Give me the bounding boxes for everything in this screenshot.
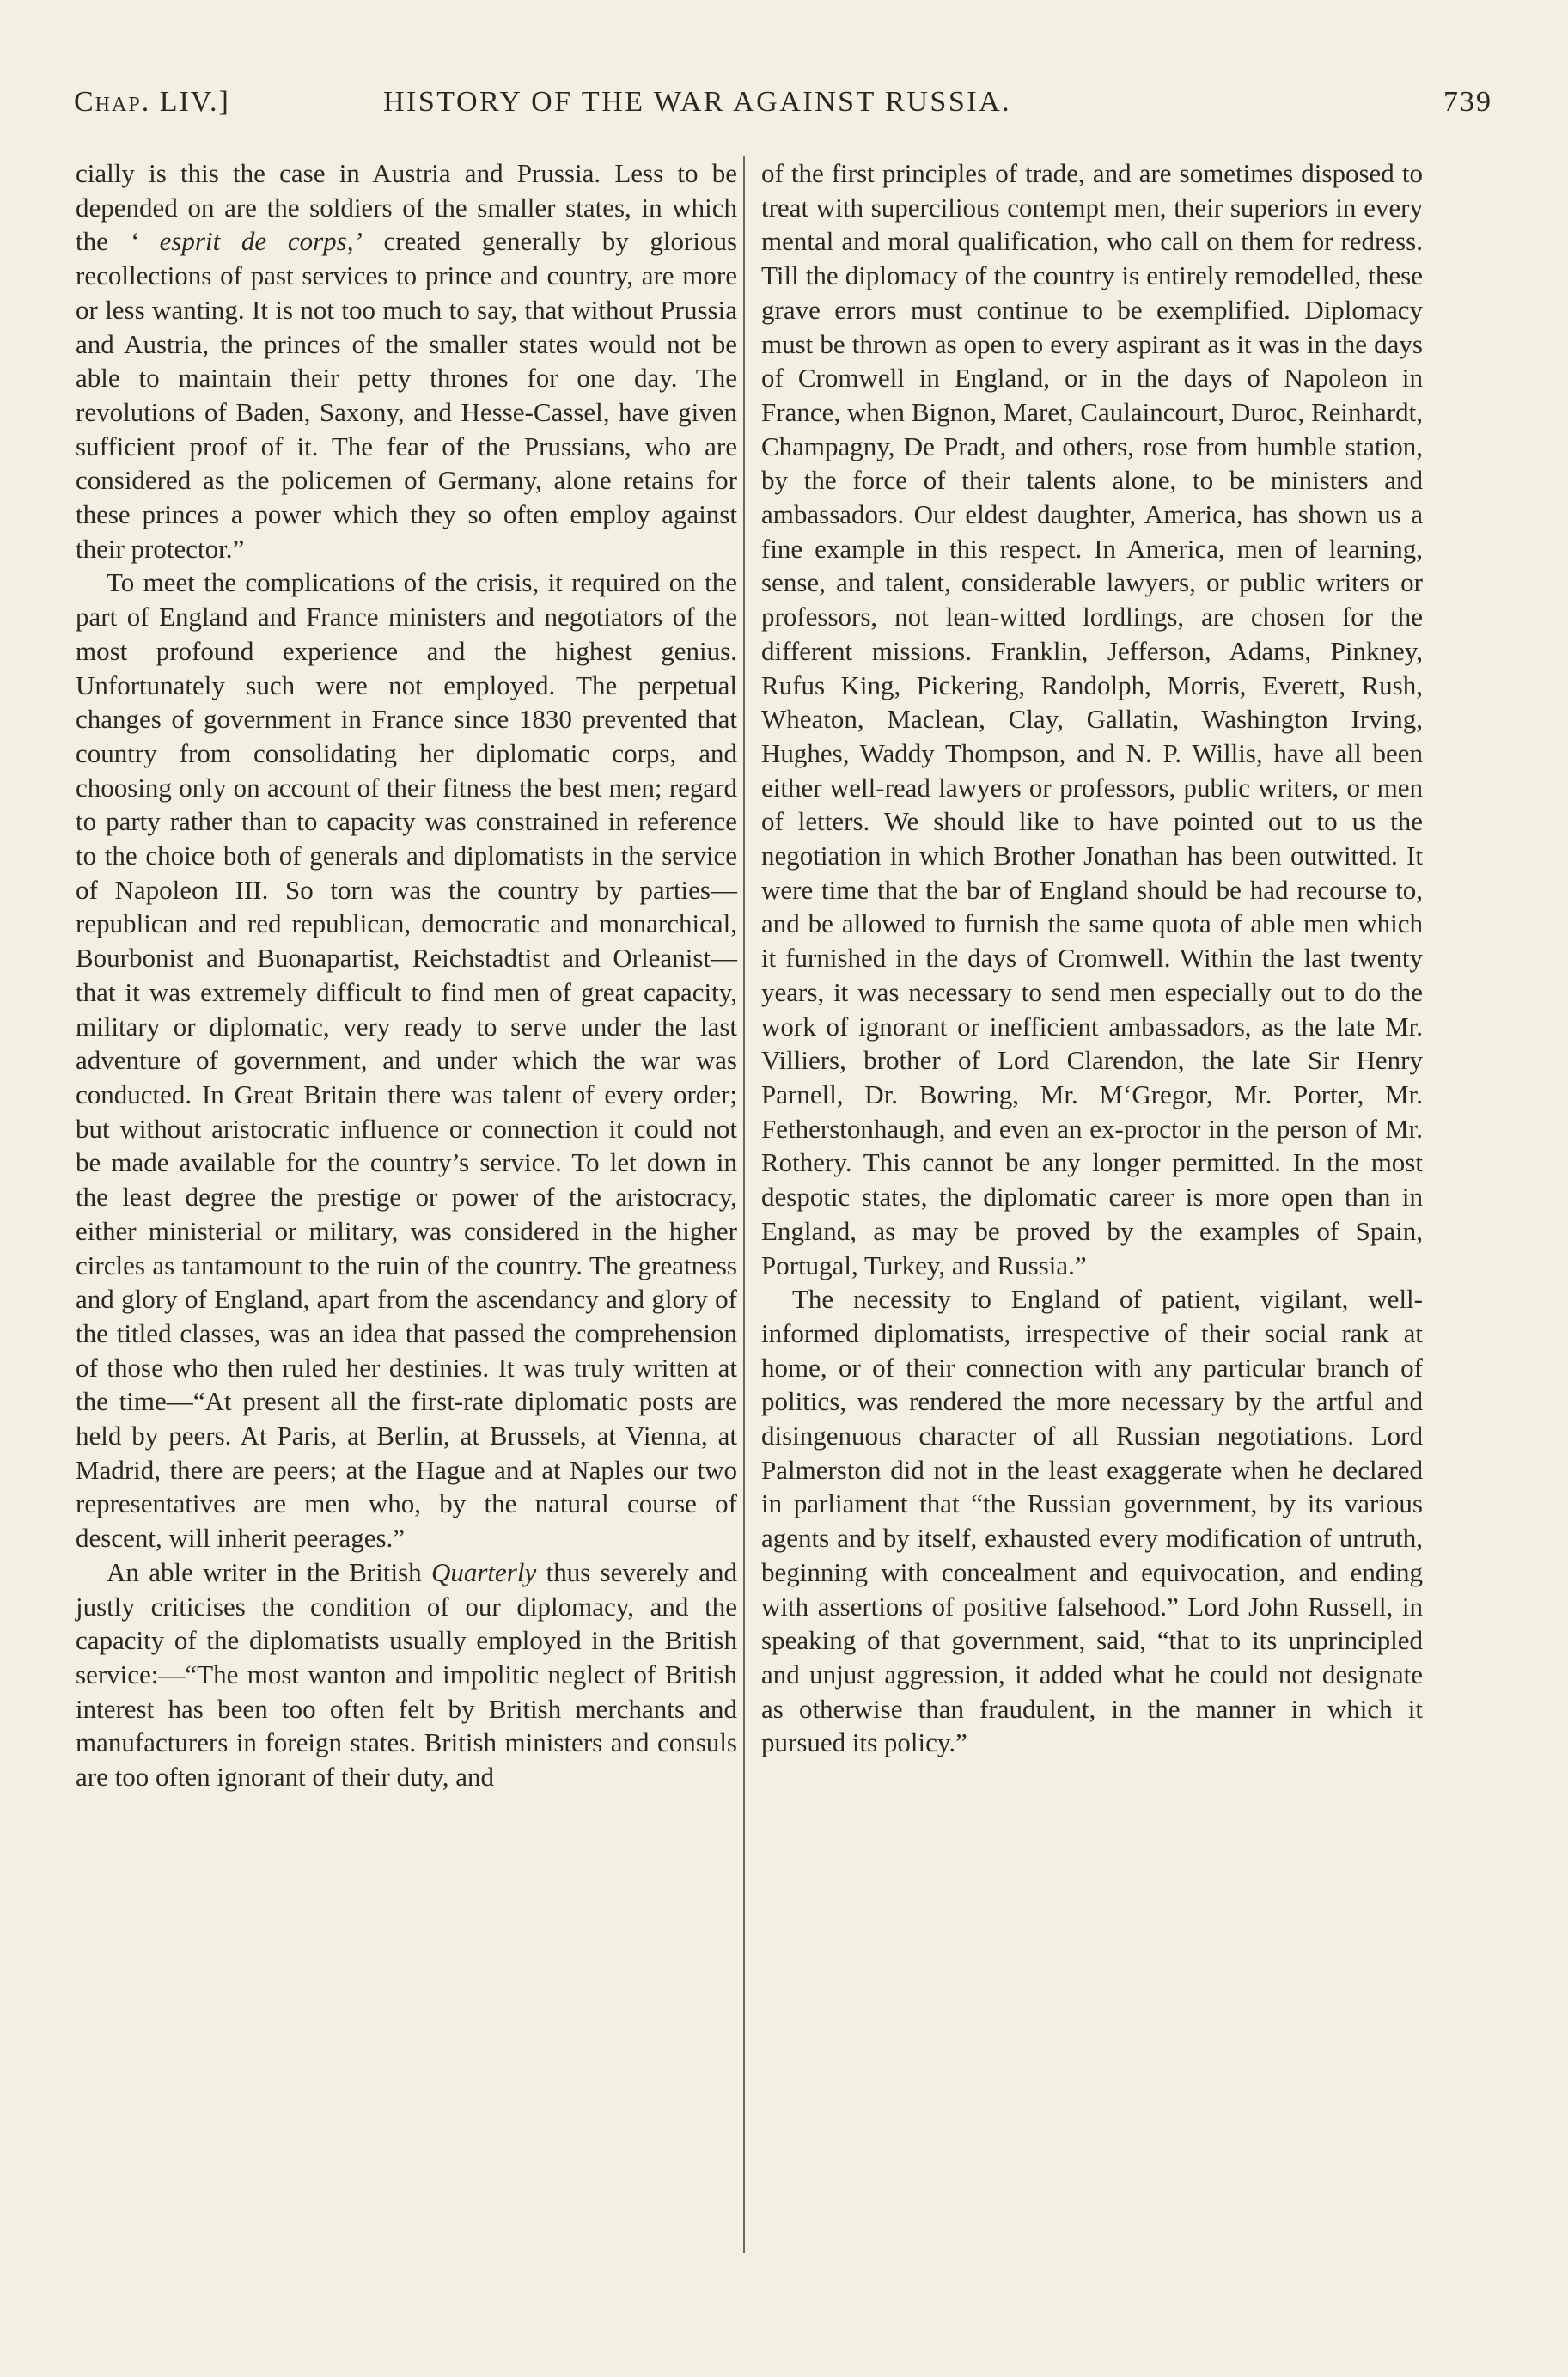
running-title: HISTORY OF THE WAR AGAINST RUSSIA. (383, 86, 1012, 118)
left-p1-text-b: created generally by glorious recollections of past services to prince and country, are more or less wanting. It is not too much to say, that without Prussia and Austria, the princes of the smaller states would not be able to maintain their petty thrones for one day. The revolutions of Baden, Saxony, and Hesse-Cassel, have given sufficient proof of it. The fear of the Prussians, who are considered as the policemen of Germany, alone retains for these princes a power which they so often employ against their protector.” (76, 226, 738, 564)
left-p3-italic: Quarterly (430, 1556, 537, 1587)
running-header (74, 86, 1492, 137)
left-p1-text-a: cially is this the case in Austria and Prussia. Less to be depended on are the soldiers of the smaller states, in which the (76, 158, 737, 257)
left-paragraph-2: To meet the complications of the crisis, it required on the part of England and France ministers and negotiators of the most profound experience and the highest genius. Unfortunately such were not employed. The perpetual changes of government in France since 1830 prevented that country from consolidating her diplomatic corps, and choosing only on account of their fitness the best men; regard to party rather than to capacity was constrained in reference to the choice both of generals and diplomatists in the service of Napoleon III. So torn was the country by parties—republican and red republican, democratic and monarchical, Bourbonist and Buonapartist, Reichstadtist and Orleanist—that it was extremely difficult to find men of great capacity, military or diplomatic, very ready to serve under the last adventure of government, and under which the war was conducted. In Great Britain there was talent of every order; but without aristocratic influence or connection it could not be made available for the country’s service. To let down in the least degree the prestige or power of the aristocracy, either ministerial or military, was considered in the higher circles as tantamount to the ruin of the country. The greatness and glory of England, apart from the ascendancy and glory of the titled classes, was an idea that passed the comprehension of those who then ruled her destinies. It was truly written at the time—“At present all the first-rate diplomatic posts are held by peers. At Paris, at Berlin, at Brussels, at Vienna, at Madrid, there are peers; at the Hague and at Naples our two representatives are men who, by the natural course of descent, will inherit peerages.” (76, 567, 737, 1554)
left-paragraph-3 (76, 1555, 737, 1794)
column-divider (743, 156, 745, 2253)
page-number: 739 (1443, 86, 1492, 118)
left-p3-text-b: thus severely and justly criticises the condition of our diplomacy, and the capacity of the diplomatists usually employed in the British service:—“The most wanton and impolitic neglect of British interest has been too often felt by British merchants and manufacturers in foreign states. British ministers and consuls are too often ignorant of their duty, and (76, 1556, 737, 1793)
left-p3-text-a: An able writer in the British (107, 1556, 431, 1587)
right-paragraph-2: The necessity to England of patient, vigilant, well-informed diplomatists, irrespective of their social rank at home, or of their connection with any particular branch of politics, was rendered the more necessary by the artful and disingenuous character of all Russian negotiations. Lord Palmerston did not in the least exaggerate when he declared in parliament that “the Russian government, by its various agents and by itself, exhausted every modification of untruth, beginning with concealment and equivocation, and ending with assertions of positive falsehood.” Lord John Russell, in speaking of that government, said, “that to its unprincipled and unjust aggression, it added what he could not designate as otherwise than fraudulent, in the manner in which it pursued its policy.” (761, 1284, 1423, 1758)
chapter-label: Chap. LIV.] (74, 86, 230, 118)
left-p1-italic: ‘ esprit de corps,’ (129, 226, 363, 257)
left-column (76, 156, 737, 1794)
right-column (761, 156, 1423, 1760)
left-paragraph-1 (76, 156, 737, 565)
right-paragraph-1: of the first principles of trade, and are sometimes disposed to treat with supercilious contempt men, their superiors in every mental and moral qualification, who call on them for redress. Till the diplomacy of the country is entirely remodelled, these grave errors must continue to be exemplified. Diplomacy must be thrown as open to every aspirant as it was in the days of Cromwell in England, or in the days of Napoleon in France, when Bignon, Maret, Caulaincourt, Duroc, Reinhardt, Champagny, De Pradt, and others, rose from humble station, by the force of their talents alone, to be ministers and ambassadors. Our eldest daughter, America, has shown us a fine example in this respect. In America, men of learning, sense, and talent, considerable lawyers, or public writers or professors, not lean-witted lordlings, are chosen for the different missions. Franklin, Jefferson, Adams, Pinkney, Rufus King, Pickering, Randolph, Morris, Everett, Rush, Wheaton, Maclean, Clay, Gallatin, Washington Irving, Hughes, Waddy Thompson, and N. P. Willis, have all been either well-read lawyers or professors, public writers, or men of letters. We should like to have pointed out to us the negotiation in which Brother Jonathan has been outwitted. It were time that the bar of England should be had recourse to, and be allowed to furnish the same quota of able men which it furnished in the days of Cromwell. Within the last twenty years, it was necessary to send men especially out to do the work of ignorant or inefficient ambassadors, as the late Mr. Villiers, brother of Lord Clarendon, the late Sir Henry Parnell, Dr. Bowring, Mr. M‘Gregor, Mr. Porter, Mr. Fetherstonhaugh, and even an ex-proctor in the person of Mr. Rothery. This cannot be any longer permitted. In the most despotic states, the diplomatic career is more open than in England, as may be proved by the examples of Spain, Portugal, Turkey, and Russia.” (761, 158, 1423, 1280)
